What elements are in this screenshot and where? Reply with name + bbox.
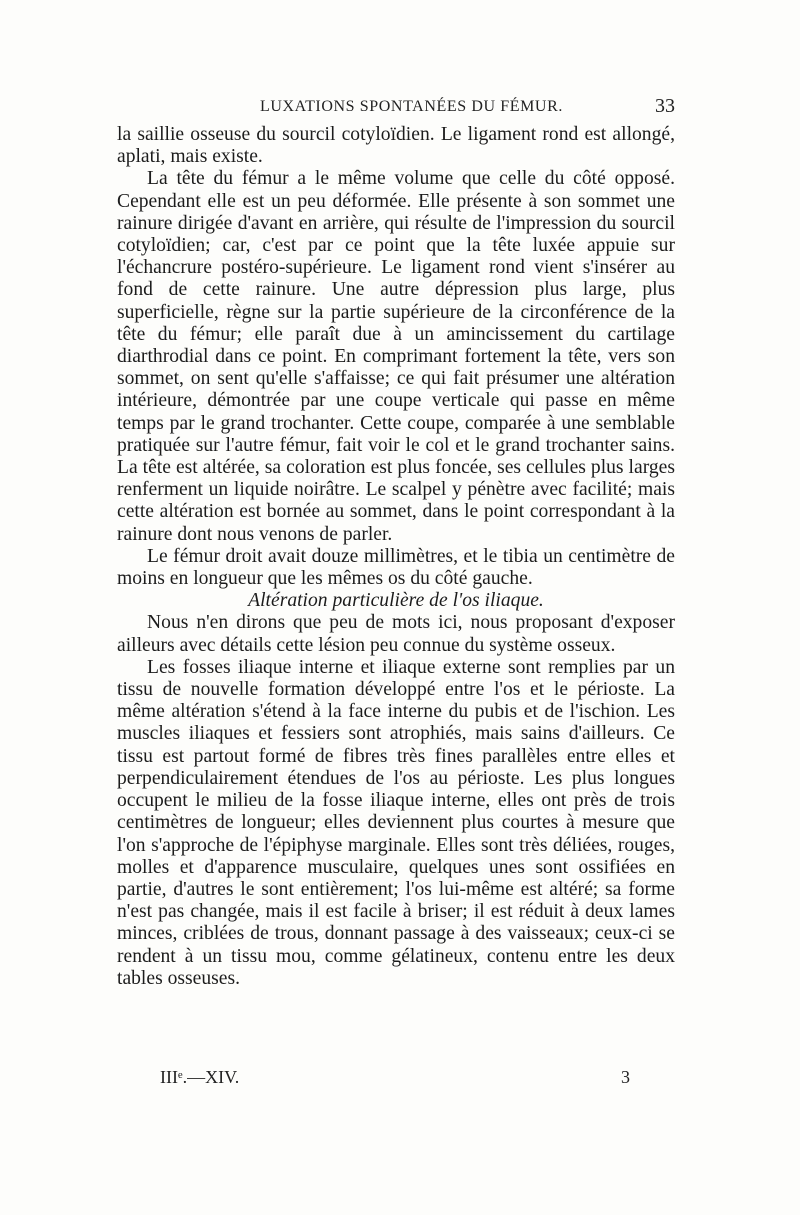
paragraph-intro: Nous n'en dirons que peu de mots ici, nous proposant d'exposer ailleurs avec détails cette lésion peu connue du système osseux. bbox=[117, 612, 675, 656]
paragraph-femur-length: Le fémur droit avait douze millimètres, et le tibia un centimètre de moins en longueur que les mêmes os du côté gauche. bbox=[117, 545, 675, 590]
page-header bbox=[120, 95, 675, 124]
page-number: 33 bbox=[655, 95, 675, 117]
sheet-number: 3 bbox=[621, 1067, 630, 1087]
section-heading: Altération particulière de l'os iliaque. bbox=[248, 590, 544, 612]
paragraph-iliac-fossae: Les fosses iliaque interne et iliaque externe sont remplies par un tissu de nouvelle formation développé entre l'os et le périoste. La même altération s'étend à la face interne du pubis et de l'ischion. Les muscles iliaques et fessiers sont atrophiés, mais sains d'ailleurs. Ce tissu est partout formé de fibres très fines parallèles entre elles et perpendiculairement étendues de l'os au périoste. Les plus longues occupent le milieu de la fosse iliaque interne, elles ont près de trois centimètres de longueur; elles deviennent plus courtes à mesure que l'on s'approche de l'épiphyse marginale. Elles sont très déliées, rouges, molles et d'apparence musculaire, quelques unes sont ossifiées en partie, d'autres le sont entièrement; l'os lui-même est altéré; sa forme n'est pas changée, mais il est facile à briser; il est réduit à deux lames minces, criblées de trous, donnant passage à des vaisseaux; ceux-ci se rendent à un tissu mou, comme gélatineux, contenu entre les deux tables osseuses. bbox=[117, 656, 675, 989]
signature-mark: IIIᵉ.—XIV. bbox=[160, 1067, 240, 1087]
body-text bbox=[117, 124, 675, 990]
paragraph-femur-head: La tête du fémur a le même volume que celle du côté opposé. Cependant elle est un peu déformée. Elle présente à son sommet une rainure dirigée d'avant en arrière, qui résulte de l'impression du sourcil cotyloïdien; car, c'est par ce point que la tête luxée appuie sur l'échancrure postéro-supérieure. Le ligament rond vient s'insérer au fond de cette rainure. Une autre dépression plus large, plus superficielle, règne sur la partie supérieure de la circonférence de la tête du fémur; elle paraît due à un amincissement du cartilage diarthrodial dans ce point. En comprimant fortement la tête, vers son sommet, on sent qu'elle s'affaisse; ce qui fait présumer une altération intérieure, démontrée par une coupe verticale qui passe en même temps par le grand trochanter. Cette coupe, comparée à une semblable pratiquée sur l'autre fémur, fait voir le col et le grand trochanter sains. La tête est altérée, sa coloration est plus foncée, ses cellules plus larges renferment un liquide noirâtre. Le scalpel y pénètre avec facilité; mais cette altération est bornée au sommet, dans le point correspondant à la rainure dont nous venons de parler. bbox=[117, 168, 675, 545]
running-title: LUXATIONS SPONTANÉES DU FÉMUR. bbox=[260, 98, 563, 115]
page-footer bbox=[160, 1067, 630, 1091]
paragraph-continuation: la saillie osseuse du sourcil cotyloïdien. Le ligament rond est allongé, aplati, mais existe. bbox=[117, 124, 675, 168]
